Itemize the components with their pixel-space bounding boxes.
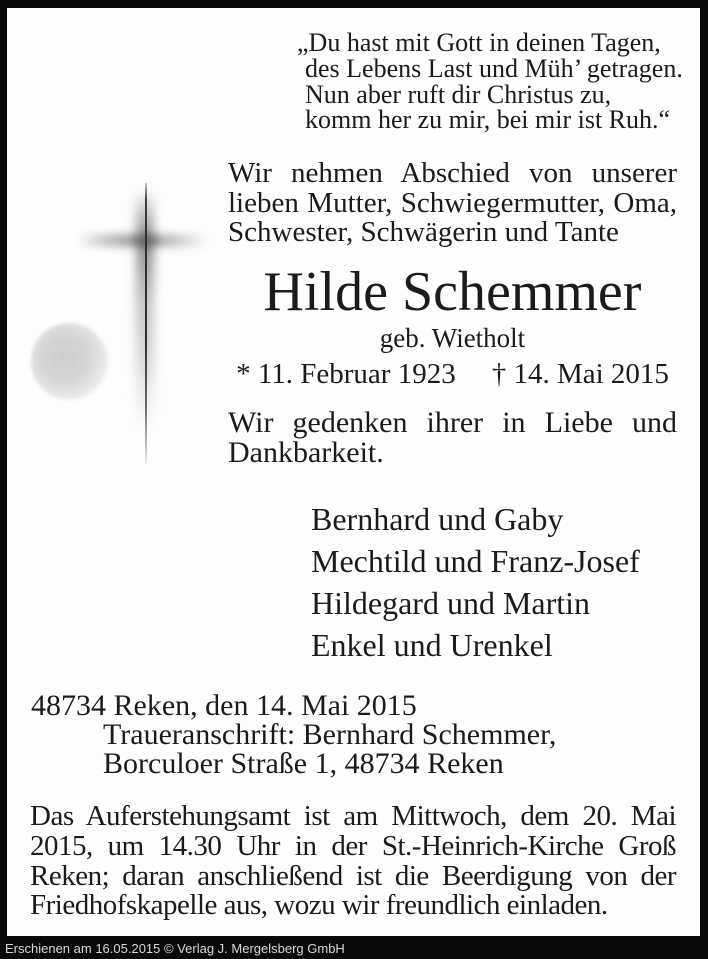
opening-verse [297,28,683,135]
cross-horizontal-glow [78,234,209,247]
birth-date: * 11. Februar 1923 [236,358,456,390]
service-line: 2015, um 14.30 Uhr in der St.-Heinrich-Kirche Groß [30,829,676,862]
mourner-name: Mechtild und Franz-Josef [311,543,640,579]
service-paragraph [30,802,676,921]
farewell-line: lieben Mutter, Schwiegermutter, Oma, [228,186,677,219]
condolence-address [31,691,556,778]
publisher-credit: Erschienen am 16.05.2015 © Verlag J. Mergelsberg GmbH [5,941,345,956]
address-line: Borculoer Straße 1, 48734 Reken [103,747,504,780]
service-line: Friedhofskapelle aus, wozu wir freundlich einladen. [30,889,608,922]
deceased-name: Hilde Schemmer [263,261,642,323]
dateline: 48734 Reken, den 14. Mai 2015 [31,689,417,722]
address-line: Traueranschrift: Bernhard Schemmer, [103,718,557,751]
mourner-name: Enkel und Urenkel [311,627,553,663]
remembrance-line: Dankbarkeit. [228,435,384,469]
verse-line: „Du hast mit Gott in deinen Tagen, [297,28,661,57]
verse-line: des Lebens Last und Müh’ getragen. [305,53,683,83]
remembrance-paragraph [228,408,677,467]
farewell-line: Wir nehmen Abschied von unserer [228,157,677,189]
death-date: † 14. Mai 2015 [491,358,669,390]
service-line: Das Auferstehungsamt ist am Mittwoch, dem 20. Mai [30,800,676,832]
life-dates [228,358,677,391]
obituary-card [7,8,700,936]
sphere-graphic [31,323,108,400]
farewell-line: Schwester, Schwägerin und Tante [228,216,619,249]
farewell-paragraph [228,159,677,248]
mourner-name: Hildegard und Martin [311,585,591,621]
mourner-name: Bernhard und Gaby [311,501,564,537]
verse-line: komm her zu mir, bei mir ist Ruh.“ [305,105,671,135]
remembrance-line: Wir gedenken ihrer in Liebe und [228,406,677,439]
service-line: Reken; daran anschließend ist die Beerdigung von der [30,859,676,892]
verse-line: Nun aber ruft dir Christus zu, [305,79,612,109]
maiden-name: geb. Wietholt [379,323,526,353]
mourners-list [311,498,640,666]
memorial-cross-icon [145,183,147,464]
